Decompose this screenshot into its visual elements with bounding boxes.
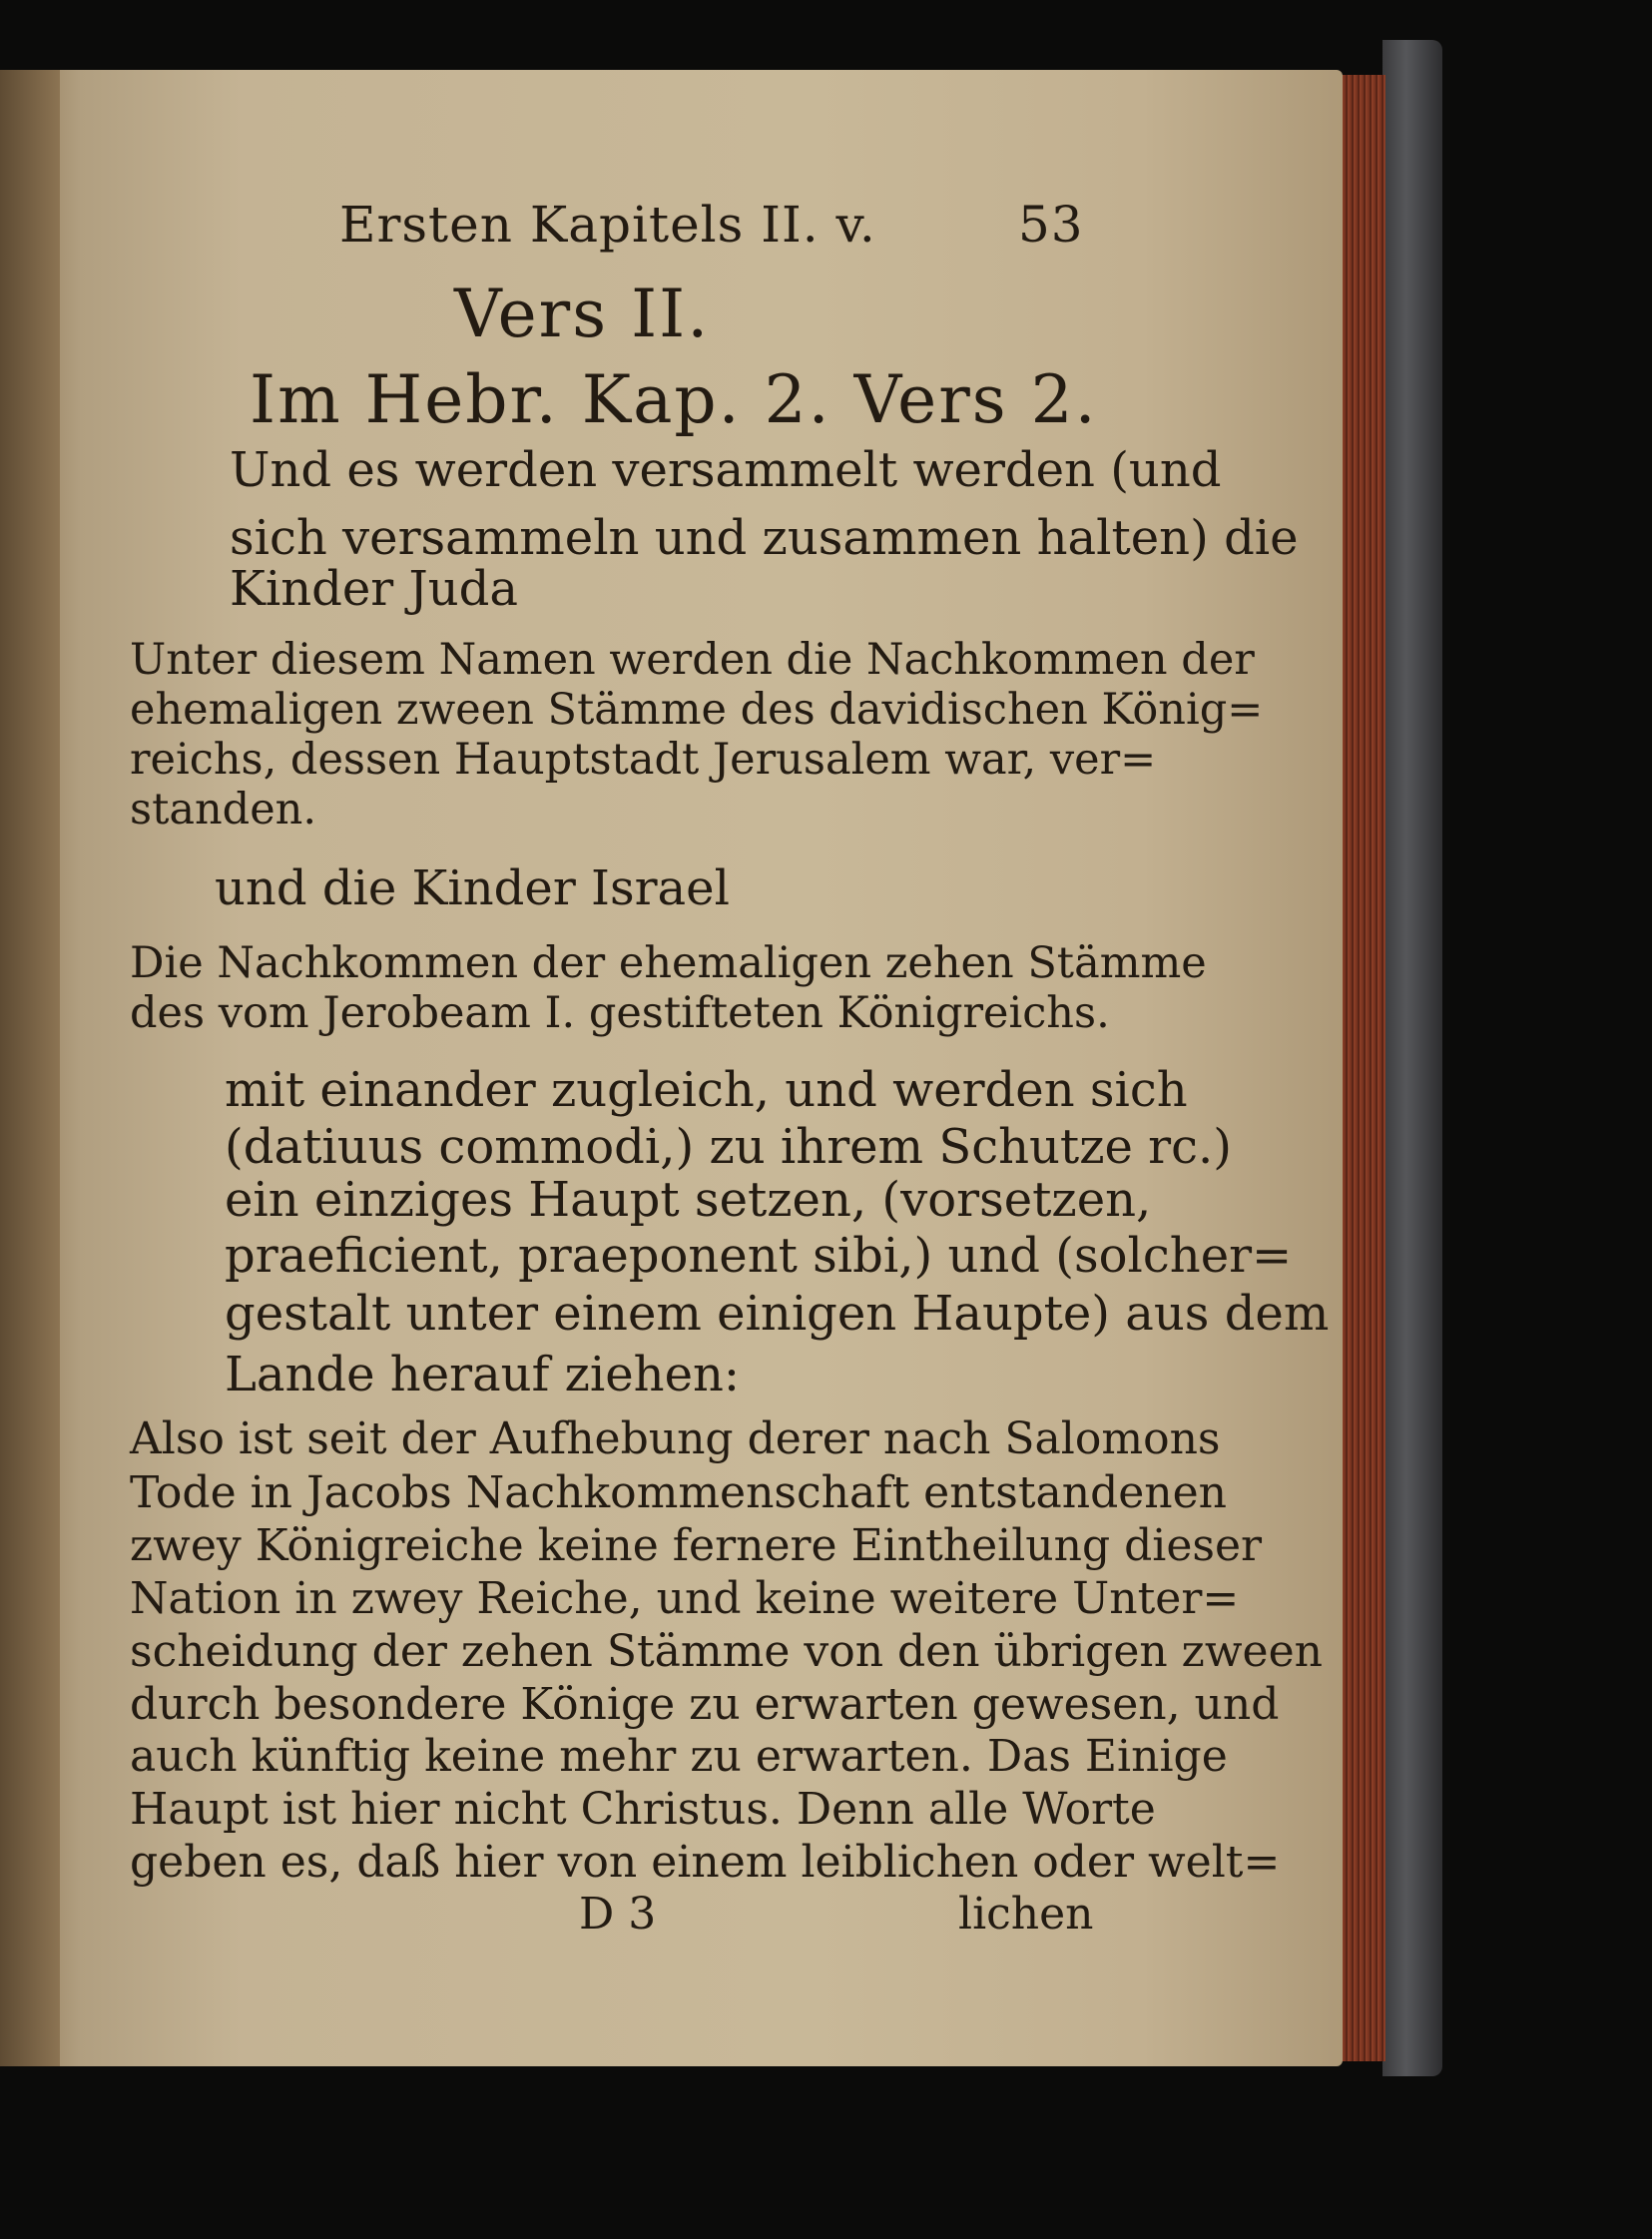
commentary-line: durch besondere Könige zu erwarten gewesen, und [130, 1679, 1280, 1730]
note-line: standen. [130, 785, 317, 835]
verse-line: praeficient, praeponent sibi,) und (solcher= [225, 1228, 1293, 1284]
verse-line: Und es werden versammelt werden (und [230, 442, 1222, 498]
book-cover [1382, 40, 1442, 2076]
note-line: ehemaligen zween Stämme des davidischen König= [130, 685, 1264, 735]
signature-mark: D 3 [579, 1889, 657, 1940]
commentary-line: Tode in Jacobs Nachkommenschaft entstandenen [130, 1467, 1227, 1518]
verse-heading: Vers II. [454, 276, 711, 352]
verse-line: gestalt unter einem einigen Haupte) aus dem [225, 1286, 1330, 1342]
commentary-line: Nation in zwey Reiche, und keine weitere Unter= [130, 1573, 1240, 1624]
commentary-line: scheidung der zehen Stämme von den übrigen zween [130, 1626, 1323, 1677]
note-line: Unter diesem Namen werden die Nachkommen der [130, 635, 1255, 685]
verse-line: Lande herauf ziehen: [225, 1347, 741, 1402]
catchword: lichen [958, 1889, 1094, 1940]
verse-line: sich versammeln und zusammen halten) die [230, 510, 1299, 566]
verse-line: mit einander zugleich, und werden sich [225, 1062, 1188, 1118]
commentary-line: zwey Königreiche keine fernere Eintheilung dieser [130, 1520, 1263, 1571]
note-line: des vom Jerobeam I. gestifteten Königreichs. [130, 988, 1110, 1038]
commentary-line: Also ist seit der Aufhebung derer nach Salomons [130, 1413, 1221, 1464]
page-edge [1338, 75, 1385, 2061]
commentary-line: Haupt ist hier nicht Christus. Denn alle Worte [130, 1784, 1156, 1835]
verse-line: Kinder Juda [230, 561, 518, 617]
commentary-line: geben es, daß hier von einem leiblichen oder welt= [130, 1837, 1281, 1888]
note-line: reichs, dessen Hauptstadt Jerusalem war, ver= [130, 735, 1157, 785]
note-line: Die Nachkommen der ehemaligen zehen Stämme [130, 938, 1207, 988]
verse-line: und die Kinder Israel [215, 860, 730, 916]
verse-line: ein einziges Haupt setzen, (vorsetzen, [225, 1172, 1152, 1228]
hebrew-heading: Im Hebr. Kap. 2. Vers 2. [250, 361, 1098, 438]
book-gutter [0, 70, 60, 2066]
running-title: Ersten Kapitels II. v. [339, 196, 876, 254]
verse-line: (datiuus commodi,) zu ihrem Schutze rc.) [225, 1119, 1232, 1175]
commentary-line: auch künftig keine mehr zu erwarten. Das Einige [130, 1731, 1228, 1782]
page-number: 53 [1018, 196, 1084, 254]
